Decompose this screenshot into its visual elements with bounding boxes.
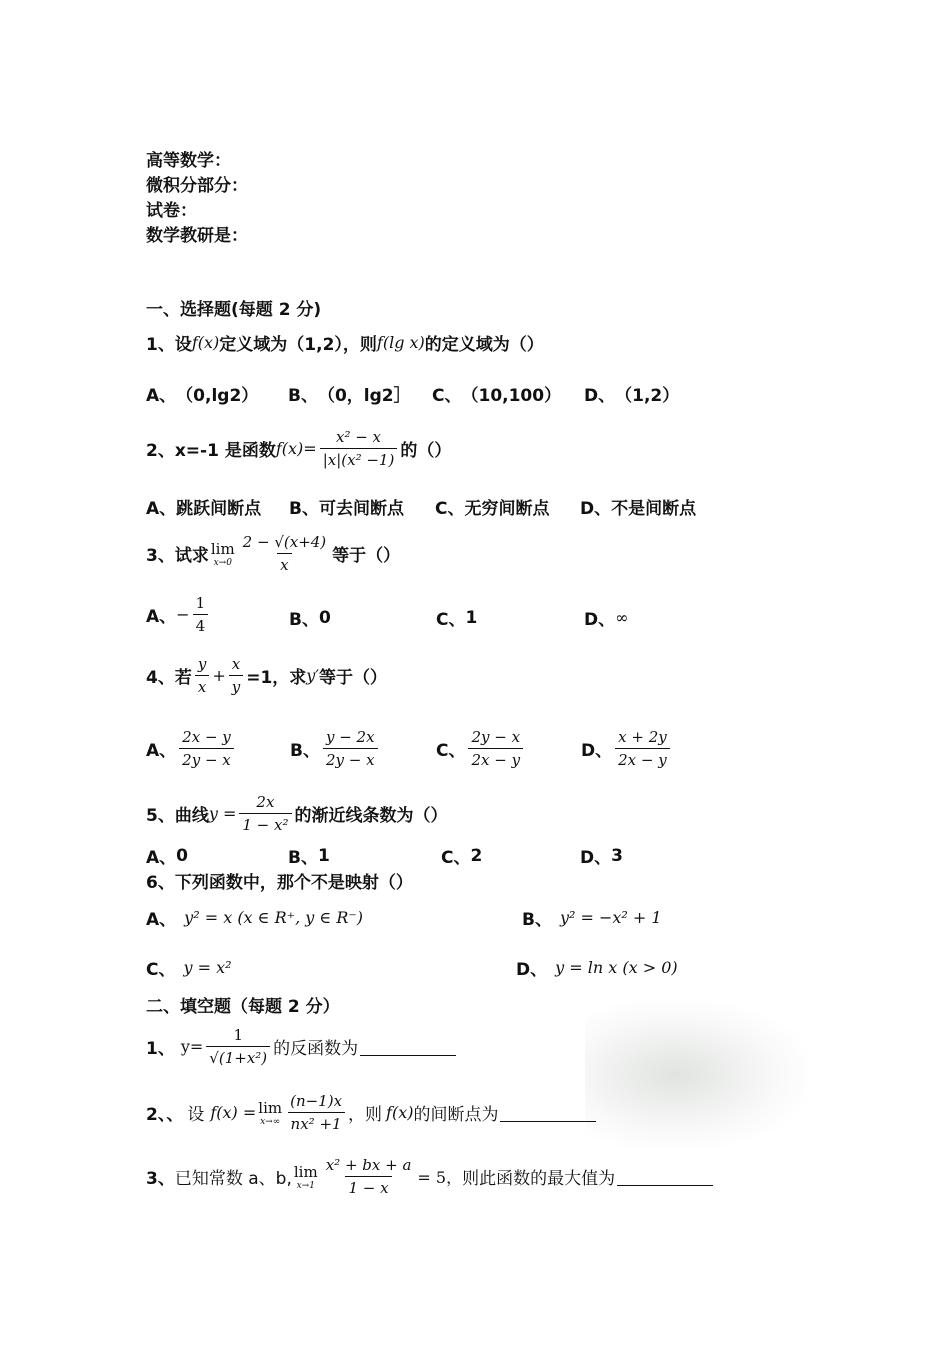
fraction-numerator: x	[231, 655, 241, 673]
fraction-denominator: 4	[193, 614, 209, 635]
fraction-denominator: √(1+x²)	[206, 1046, 270, 1067]
option-label: A、	[146, 386, 177, 406]
fraction-denominator: 2y − x	[323, 748, 378, 769]
question-text: 的间断点为	[413, 1105, 499, 1125]
fill-question-3	[146, 1156, 713, 1197]
fill-question-1	[146, 1026, 456, 1067]
question-text: 定义域为（1,2），则	[219, 335, 377, 355]
option-a	[146, 381, 258, 406]
option-label: C、	[432, 386, 462, 406]
limit-symbol: lim	[210, 539, 235, 558]
question-text: x=-1 是函数	[174, 441, 276, 461]
fraction	[206, 1026, 270, 1067]
option-label: C、	[436, 741, 466, 761]
fraction	[323, 1156, 415, 1197]
question-text: 的定义域为（）	[424, 335, 544, 355]
option-value: （0，lg2］	[317, 386, 411, 406]
question-text: 已知常数 a、b,	[174, 1169, 292, 1189]
option-label: A、	[146, 607, 177, 627]
option-value: 0	[176, 845, 189, 866]
option-label: B、	[289, 610, 319, 630]
option-value: y² = −x² + 1	[559, 908, 662, 927]
question-number: 3、	[146, 546, 175, 566]
option-c	[436, 728, 526, 769]
option-value: 无穷间断点	[464, 499, 550, 519]
option-label: C、	[436, 610, 466, 630]
question-text: 曲线	[174, 806, 209, 826]
section-fill-title: 二、填空题（每题 2 分）	[146, 997, 340, 1017]
option-label: A、	[146, 499, 177, 519]
option-d	[516, 955, 678, 980]
answer-blank[interactable]	[360, 1037, 456, 1056]
option-label: D、	[516, 960, 548, 980]
limit-subscript: x→1	[296, 1180, 315, 1191]
fraction-numerator: x² + bx + a	[325, 1156, 412, 1174]
fraction-numerator: x² − x	[335, 428, 382, 446]
question-text: 的反函数为	[273, 1039, 359, 1059]
fraction	[287, 1092, 345, 1133]
question-text: 的渐近线条数为（）	[294, 806, 448, 826]
option-value: （10,100）	[461, 386, 562, 406]
fraction-numerator: 2x	[256, 793, 275, 811]
limit-symbol: lim	[258, 1098, 283, 1117]
math-expression: y =	[208, 804, 237, 823]
question-number: 1、	[146, 1039, 175, 1059]
option-b	[522, 905, 662, 930]
fraction-numerator: 2 − √(x+4)	[242, 533, 327, 551]
plus-sign: +	[212, 666, 226, 685]
limit-operator	[258, 1099, 282, 1127]
question-text: 若	[174, 668, 192, 688]
fraction-numerator: 2y − x	[471, 728, 521, 746]
option-b	[288, 843, 330, 868]
fraction-numerator: 1	[233, 1026, 243, 1044]
fraction-denominator: 1 − x	[345, 1176, 391, 1197]
question-number: 1、	[146, 335, 175, 355]
limit-operator	[211, 540, 235, 568]
option-label: B、	[522, 910, 552, 930]
header-department: 数学教研是：	[146, 226, 248, 246]
question-2	[146, 428, 451, 469]
fraction-numerator: y − 2x	[325, 728, 375, 746]
option-label: D、	[581, 741, 613, 761]
option-b	[290, 728, 381, 769]
question-text: =1，求	[246, 668, 307, 688]
math-expression: y′	[306, 666, 319, 685]
option-a	[146, 843, 188, 868]
fraction	[468, 728, 523, 769]
math-expression: f(x)=	[275, 439, 317, 458]
fraction	[179, 728, 234, 769]
option-label: C、	[441, 848, 471, 868]
answer-blank[interactable]	[617, 1167, 713, 1186]
option-a	[146, 905, 363, 930]
option-label: B、	[288, 848, 318, 868]
option-value: 2	[470, 845, 483, 866]
option-b	[289, 494, 404, 519]
header-paper: 试卷：	[146, 201, 197, 221]
option-value: 1	[465, 607, 478, 628]
option-c	[441, 843, 482, 868]
option-value: 可去间断点	[318, 499, 404, 519]
option-value: ∞	[615, 608, 629, 627]
fraction-numerator: (n−1)x	[290, 1092, 343, 1110]
question-5	[146, 793, 448, 834]
fraction-denominator: y	[229, 675, 243, 696]
section-choice-title: 一、选择题(每题 2 分)	[146, 300, 322, 320]
option-d	[584, 605, 628, 630]
question-text: 的（）	[400, 441, 452, 461]
option-label: A、	[146, 910, 177, 930]
fraction	[320, 428, 398, 469]
option-value: y² = x (x ∈ R⁺, y ∈ R⁻)	[184, 908, 364, 927]
option-c	[435, 494, 549, 519]
limit-symbol: lim	[293, 1162, 318, 1181]
option-label: D、	[580, 499, 612, 519]
question-text: ，则	[348, 1105, 383, 1125]
fraction	[239, 793, 291, 834]
option-d	[581, 728, 673, 769]
math-expression: = 5，	[417, 1168, 463, 1187]
option-b	[289, 605, 331, 630]
fraction-denominator: 2x − y	[468, 748, 523, 769]
option-value: y = x²	[183, 958, 232, 977]
math-expression: f(x)	[386, 1103, 414, 1122]
fraction-numerator: y	[197, 655, 207, 673]
option-value: 不是间断点	[611, 499, 697, 519]
question-number: 2、	[146, 441, 175, 461]
math-expression: y=	[180, 1037, 204, 1056]
option-c	[436, 605, 477, 630]
option-label: D、	[580, 848, 612, 868]
question-6	[146, 868, 413, 893]
fraction-denominator: x	[277, 553, 291, 574]
limit-subscript: x→∞	[260, 1116, 281, 1127]
option-value: 1	[317, 845, 330, 866]
fraction-denominator: 2y − x	[179, 748, 234, 769]
option-a	[146, 594, 211, 635]
option-value: 3	[611, 845, 623, 866]
option-label: A、	[146, 848, 177, 868]
option-a	[146, 494, 261, 519]
background-watermark-image	[585, 1000, 810, 1150]
option-label: B、	[288, 386, 318, 406]
question-text: 等于（）	[332, 546, 401, 566]
question-text: 设	[187, 1105, 205, 1125]
header-subject: 高等数学：	[146, 151, 231, 171]
fraction-denominator: 2x − y	[615, 748, 670, 769]
answer-blank[interactable]	[500, 1103, 596, 1122]
question-text: 设	[174, 335, 192, 355]
option-a	[146, 728, 237, 769]
fraction-numerator: 2x − y	[182, 728, 231, 746]
question-number: 3、	[146, 1169, 175, 1189]
question-text: 等于（）	[318, 668, 387, 688]
option-b	[288, 381, 411, 406]
fraction-numerator: 1	[195, 594, 206, 612]
option-d	[580, 843, 623, 868]
math-expression: f(x) =	[210, 1103, 257, 1122]
fraction	[323, 728, 378, 769]
fraction	[615, 728, 670, 769]
question-1	[146, 330, 544, 355]
minus-sign: −	[176, 605, 190, 624]
question-text: 下列函数中，那个不是映射（）	[174, 873, 413, 893]
option-c	[146, 955, 232, 980]
question-text: 则此函数的最大值为	[462, 1169, 616, 1189]
fraction-denominator: 1 − x²	[239, 813, 291, 834]
question-number: 6、	[146, 873, 175, 893]
header-part: 微积分部分：	[146, 176, 248, 196]
question-4	[146, 655, 387, 696]
fraction	[193, 594, 209, 635]
option-value: 跳跃间断点	[176, 499, 262, 519]
fraction-denominator: nx² +1	[288, 1112, 345, 1133]
option-label: A、	[146, 741, 177, 761]
option-value: （0,lg2）	[176, 386, 259, 406]
option-label: B、	[289, 499, 319, 519]
question-number: 4、	[146, 668, 175, 688]
question-number: 5、	[146, 806, 175, 826]
question-number: 2、、	[146, 1105, 184, 1125]
fraction-denominator: |x|(x² −1)	[320, 448, 398, 469]
fraction	[195, 655, 209, 696]
option-value: （1,2）	[615, 386, 680, 406]
fraction	[240, 533, 329, 574]
option-c	[432, 381, 561, 406]
option-value: y = ln x (x > 0)	[555, 958, 678, 977]
question-text: 试求	[174, 546, 209, 566]
limit-operator	[294, 1163, 318, 1191]
option-label: C、	[435, 499, 465, 519]
option-label: C、	[146, 960, 176, 980]
option-label: B、	[290, 741, 320, 761]
fraction-numerator: x + 2y	[618, 728, 667, 746]
option-label: D、	[584, 386, 616, 406]
option-d	[580, 494, 696, 519]
option-label: D、	[584, 610, 616, 630]
question-3	[146, 533, 400, 574]
fraction	[229, 655, 243, 696]
option-d	[584, 381, 679, 406]
math-expression: f(x)	[191, 333, 220, 352]
math-expression: f(lg x)	[376, 333, 425, 352]
option-value: 0	[318, 607, 331, 628]
fill-question-2	[146, 1092, 596, 1133]
fraction-denominator: x	[195, 675, 209, 696]
limit-subscript: x→0	[213, 557, 232, 568]
